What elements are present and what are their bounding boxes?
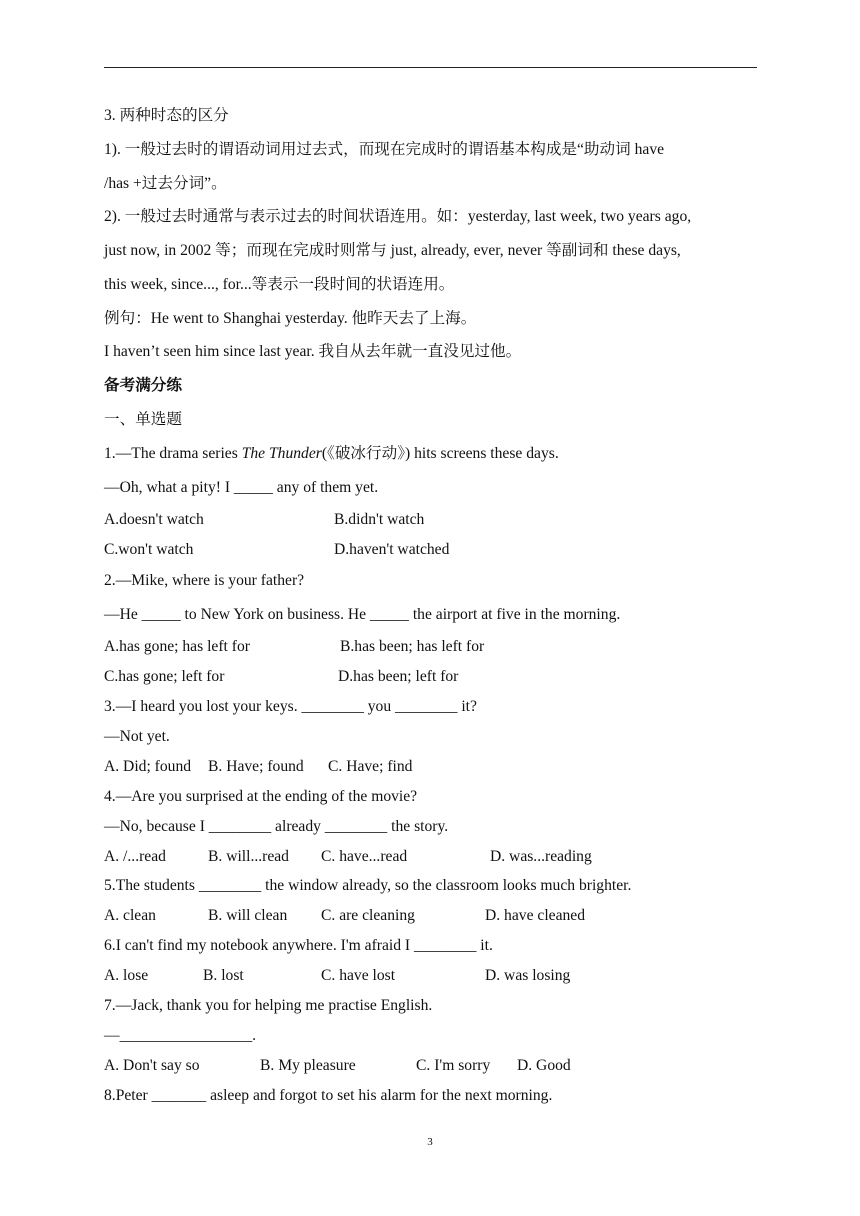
question-line: 2.—Mike, where is your father? <box>104 572 305 589</box>
question-line: 8.Peter _______ asleep and forgot to set his alarm for the next morning. <box>104 1087 553 1104</box>
option: B.didn't watch <box>334 511 425 528</box>
option: A. Did; found <box>104 758 192 775</box>
question-line: 4.—Are you surprised at the ending of the movie? <box>104 788 418 805</box>
question-text: (《破冰行动》) hits screens these days. <box>321 445 559 462</box>
option: C.won't watch <box>104 541 194 558</box>
option: A. clean <box>104 907 156 924</box>
option: A.doesn't watch <box>104 511 204 528</box>
question-text: 1.—The drama series <box>104 445 242 462</box>
option: D. was losing <box>485 967 571 984</box>
paragraph-line: 2). 一般过去时通常与表示过去的时间状语连用。如：yesterday, last week, two years ago, <box>104 208 692 225</box>
paragraph-line: just now, in 2002 等；而现在完成时则常与 just, already, ever, never 等副词和 these days, <box>104 242 681 259</box>
paragraph-line: 1). 一般过去时的谓语动词用过去式，而现在完成时的谓语基本构成是“助动词 have <box>104 141 665 158</box>
option: A. Don't say so <box>104 1057 200 1074</box>
question-line: 3.—I heard you lost your keys. ________ you ________ it? <box>104 698 477 715</box>
option: D. Good <box>517 1057 571 1074</box>
practice-subtitle: 一、单选题 <box>104 411 182 428</box>
option: D. was...reading <box>490 848 592 865</box>
example-line: I haven’t seen him since last year. 我自从去年就一直没见过他。 <box>104 343 522 360</box>
page-number: 3 <box>427 1136 433 1148</box>
option: C. I'm sorry <box>416 1057 491 1074</box>
question-line: —Not yet. <box>104 728 170 745</box>
practice-title: 备考满分练 <box>104 377 182 394</box>
option: C. Have; find <box>328 758 413 775</box>
option: B.has been; has left for <box>340 638 485 655</box>
drama-title: The Thunder <box>241 445 322 462</box>
option: D. have cleaned <box>485 907 586 924</box>
question-line: 5.The students ________ the window already, so the classroom looks much brighter. <box>104 877 632 894</box>
question-line: 7.—Jack, thank you for helping me practise English. <box>104 997 433 1014</box>
option: C. are cleaning <box>321 907 415 924</box>
question-line: —_________________. <box>104 1027 257 1044</box>
option: B. will clean <box>208 907 288 924</box>
header-rule <box>104 67 757 68</box>
option: B. My pleasure <box>260 1057 356 1074</box>
option: C. have lost <box>321 967 396 984</box>
question-line: —Oh, what a pity! I _____ any of them yet. <box>104 479 379 496</box>
question-line <box>104 445 559 463</box>
option: B. lost <box>203 967 244 984</box>
option: D.haven't watched <box>334 541 450 558</box>
option: D.has been; left for <box>338 668 459 685</box>
example-line: 例句：He went to Shanghai yesterday. 他昨天去了上海。 <box>104 310 477 327</box>
option: B. Have; found <box>208 758 304 775</box>
option: B. will...read <box>208 848 289 865</box>
paragraph-line: this week, since..., for...等表示一段时间的状语连用。 <box>104 276 455 293</box>
option: A. /...read <box>104 848 166 865</box>
question-line: —He _____ to New York on business. He _____ the airport at five in the morning. <box>104 606 621 623</box>
option: A.has gone; has left for <box>104 638 250 655</box>
option: C.has gone; left for <box>104 668 225 685</box>
question-line: 6.I can't find my notebook anywhere. I'm afraid I ________ it. <box>104 937 493 954</box>
question-line: —No, because I ________ already ________ the story. <box>104 818 449 835</box>
paragraph-line: /has +过去分词”。 <box>104 175 227 192</box>
section-heading: 3. 两种时态的区分 <box>104 107 229 124</box>
option: A. lose <box>104 967 149 984</box>
option: C. have...read <box>321 848 408 865</box>
